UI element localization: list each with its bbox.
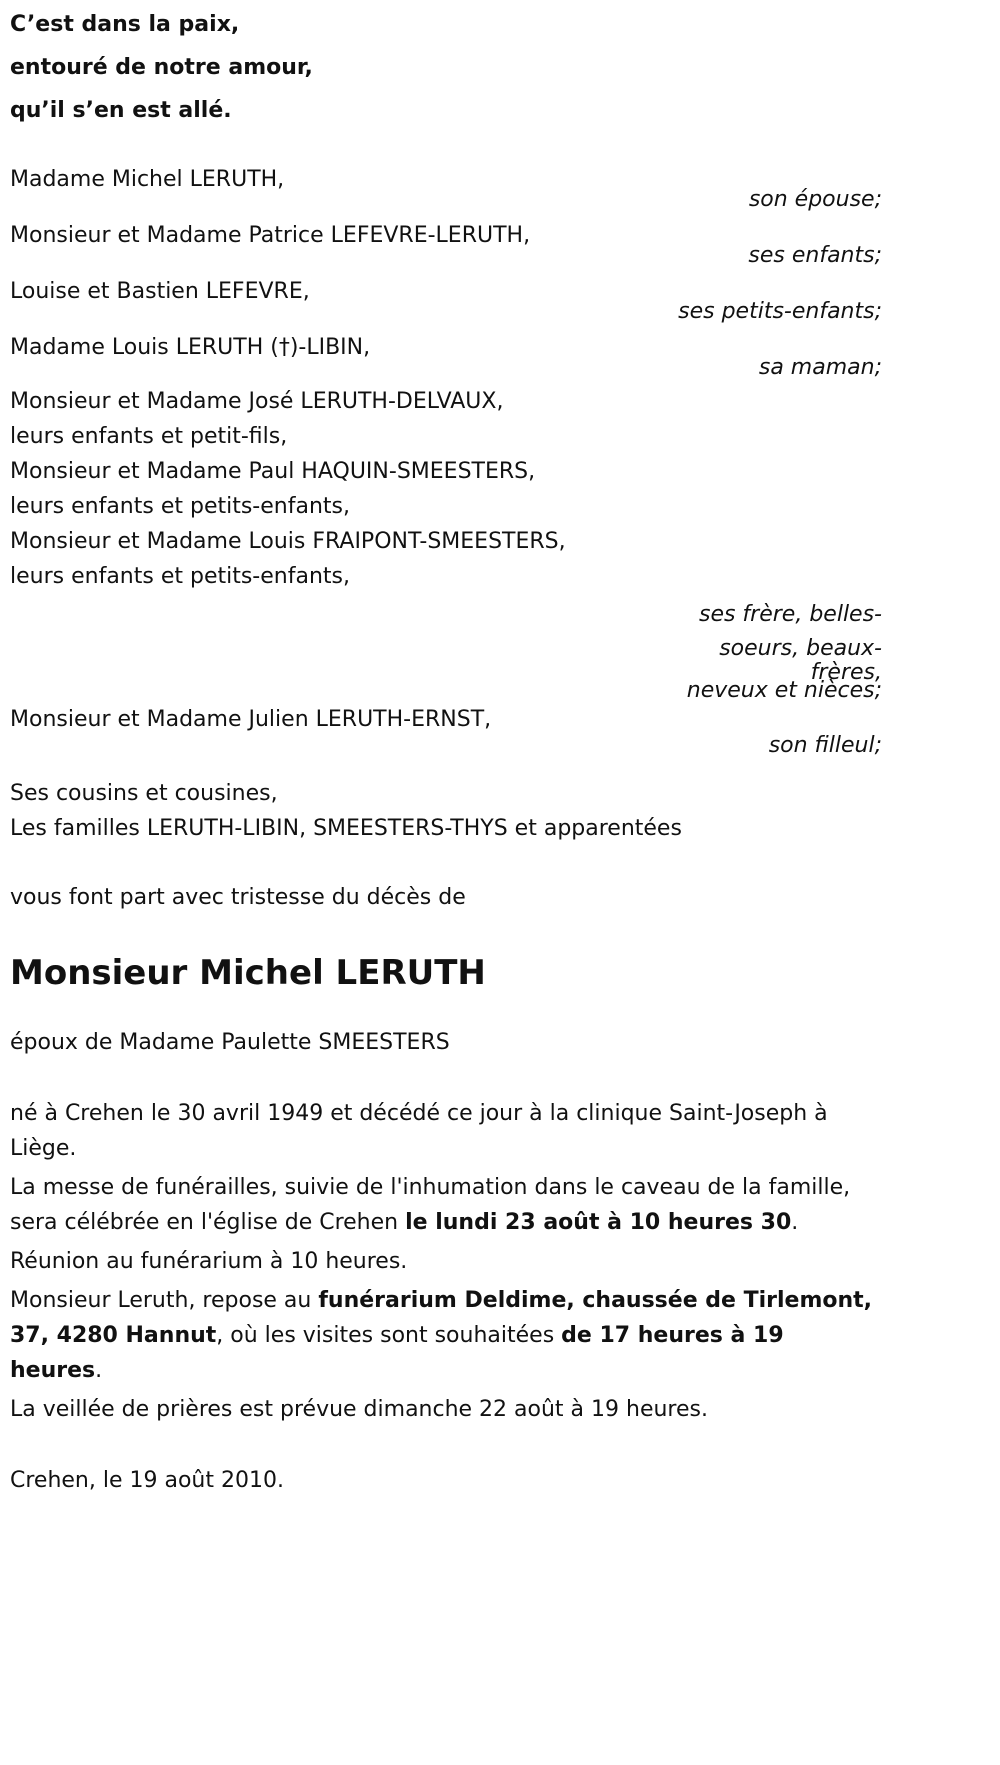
announcement-text: vous font part avec tristesse du décès de bbox=[10, 885, 466, 910]
family-entry bbox=[10, 272, 882, 328]
viewing-text-end: . bbox=[95, 1358, 103, 1383]
viewing-text: , où les visites sont souhaitées bbox=[216, 1323, 562, 1348]
sibling-line: Monsieur et Madame Louis FRAIPONT-SMEESTERS, bbox=[10, 529, 566, 554]
family-name: Madame Louis LERUTH (†)-LIBIN, bbox=[10, 335, 371, 360]
visiting-hours: de 17 heures à 19 heures bbox=[10, 1323, 784, 1383]
siblings-role-line: ses frère, belles- bbox=[698, 602, 882, 627]
cousins-line: Ses cousins et cousines, bbox=[10, 781, 278, 806]
funeral-text-end: . bbox=[791, 1210, 799, 1235]
godchild-name: Monsieur et Madame Julien LERUTH-ERNST, bbox=[10, 707, 492, 732]
intro-line: C’est dans la paix, bbox=[10, 12, 240, 37]
funeral-text: La messe de funérailles, suivie de l'inhumation dans le caveau de la famille, sera célébrée en l'église de Crehen bbox=[10, 1175, 851, 1235]
family-role: son épouse; bbox=[748, 187, 882, 212]
intro-verse bbox=[10, 0, 882, 132]
family-entry bbox=[10, 216, 882, 272]
funeral-home-address: funérarium Deldime, chaussée de Tirlemont, 37, 4280 Hannut bbox=[10, 1288, 873, 1348]
place-date: Crehen, le 19 août 2010. bbox=[10, 1468, 284, 1493]
funeral-paragraph bbox=[10, 1170, 882, 1240]
spouse-line: époux de Madame Paulette SMEESTERS bbox=[10, 1030, 450, 1055]
sibling-line: leurs enfants et petits-enfants, bbox=[10, 564, 350, 589]
family-role: sa maman; bbox=[758, 355, 882, 380]
godchild-entry bbox=[10, 706, 882, 762]
siblings-role-line: soeurs, beaux- bbox=[719, 636, 882, 661]
obituary-notice bbox=[10, 0, 882, 1498]
sibling-line: Monsieur et Madame Paul HAQUIN-SMEESTERS, bbox=[10, 459, 536, 484]
cousins-block bbox=[10, 776, 882, 846]
sibling-line: Monsieur et Madame José LERUTH-DELVAUX, bbox=[10, 389, 504, 414]
siblings-role-line: neveux et nièces; bbox=[686, 678, 882, 703]
sibling-line: leurs enfants et petit-fils, bbox=[10, 424, 288, 449]
intro-line: qu’il s’en est allé. bbox=[10, 98, 232, 123]
family-list bbox=[10, 160, 882, 762]
godchild-role: son filleul; bbox=[768, 733, 882, 758]
viewing-paragraph bbox=[10, 1283, 882, 1388]
siblings-entry bbox=[10, 384, 882, 702]
intro-line: entouré de notre amour, bbox=[10, 55, 313, 80]
family-entry bbox=[10, 160, 882, 216]
siblings-role bbox=[10, 594, 882, 702]
birth-death-line: né à Crehen le 30 avril 1949 et décédé ce jour à la clinique Saint-Joseph à Liège. bbox=[10, 1101, 828, 1161]
cousins-line: Les familles LERUTH-LIBIN, SMEESTERS-THYS et apparentées bbox=[10, 816, 682, 841]
family-entry bbox=[10, 328, 882, 384]
siblings-role-line: frères, bbox=[810, 660, 882, 685]
deceased-name: Monsieur Michel LERUTH bbox=[10, 953, 486, 993]
viewing-text: Monsieur Leruth, repose au bbox=[10, 1288, 319, 1313]
vigil-line: La veillée de prières est prévue dimanche 22 août à 19 heures. bbox=[10, 1397, 708, 1422]
family-name: Monsieur et Madame Patrice LEFEVRE-LERUTH, bbox=[10, 223, 531, 248]
sibling-line: leurs enfants et petits-enfants, bbox=[10, 494, 350, 519]
family-role: ses petits-enfants; bbox=[678, 299, 882, 324]
reunion-line: Réunion au funérarium à 10 heures. bbox=[10, 1249, 408, 1274]
family-name: Madame Michel LERUTH, bbox=[10, 167, 285, 192]
family-role: ses enfants; bbox=[748, 243, 882, 268]
family-name: Louise et Bastien LEFEVRE, bbox=[10, 279, 310, 304]
funeral-date: le lundi 23 août à 10 heures 30 bbox=[405, 1210, 792, 1235]
